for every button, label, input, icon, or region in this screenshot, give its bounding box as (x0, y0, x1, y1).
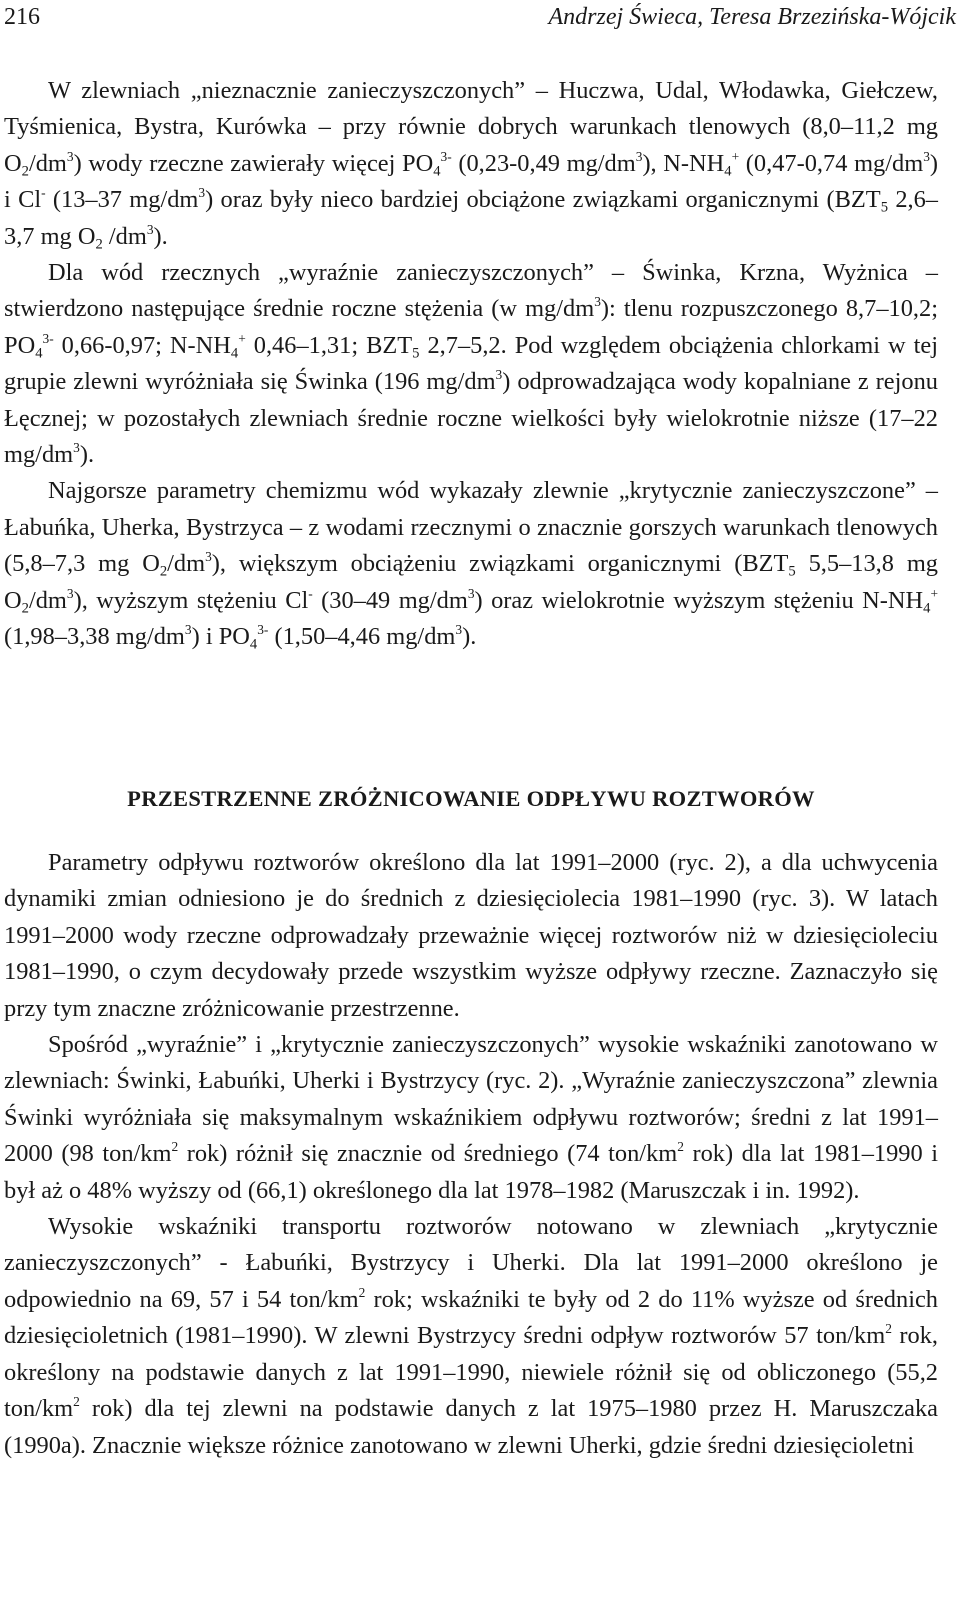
section-heading: PRZESTRZENNE ZRÓŻNICOWANIE ODPŁYWU ROZTWORÓW (127, 786, 815, 811)
paragraph: Wysokie wskaźniki transportu roztworów notowano w zlewniach „krytycznie zanieczyszczonych” - Łabuńki, Bystrzycy i Uherki. Dla lat 1991–2000 określono je odpowiednio na 69, 57 i 54 ton/$km^2$ rok; wskaźniki te były od 2 do 11% wyższe od średnich dziesięcioletnich (1981–1990). W zlewni Bystrzycy średni odpływ roztworów 57 ton/$km^2$ rok, określony na podstawie danych z lat 1991–1990, niewiele różnił się od obliczonego (55,2 ton/$km^2$ rok) dla tej zlewni na podstawie danych z lat 1975–1980 przez H. Maruszczaka (1990a). Znacznie większe różnice zanotowano w zlewni Uherki, gdzie średni dziesięcioletni (4, 1213, 939, 1459)
paragraph: Parametry odpływu roztworów określono dla lat 1991–2000 (ryc. 2), a dla uchwycenia dynamiki zmian odniesiono je do średnich z dziesięciolecia 1981–1990 (ryc. 3). W latach 1991–2000 wody rzeczne odprowadzały przeważnie więcej roztworów niż w dziesięcioleciu 1981–1990, o czym decydowały przede wszystkim wyższe odpływy rzeczne. Zaznaczyło się przy tym znaczne zróżnicowanie przestrzenne. (4, 849, 938, 1022)
paragraph: W zlewniach „nieznacznie zanieczyszczonych” – Huczwa, Udal, Włodawka, Giełczew, Tyśmienica, Bystra, Kurówka – przy równie dobrych warunkach tlenowych (8,0–11,2 mg $O_2/dm^3$) wody rzeczne zawierały więcej $PO_4^{3-}$ (0,23-0,49 $mg/dm^3$), $N-NH_4^+$ (0,47-0,74 $mg/dm^3$) i Cl- (13–37 $mg/dm^3$) oraz były nieco bardziej obciążone związkami organicznymi ($BZT_5$ 2,6–3,7 mg $O_2$ $/dm^3$). (4, 77, 939, 253)
text-block-outflow (4, 845, 938, 1464)
paragraph: Spośród „wyraźnie” i „krytycznie zanieczyszczonych” wysokie wskaźniki zanotowano w zlewniach: Świnki, Łabuńki, Uherki i Bystrzycy (ryc. 2). „Wyraźnie zanieczyszczona” zlewnia Świnki wyróżniała się maksymalnym wskaźnikiem odpływu roztworów; średni z lat 1991–2000 (98 ton/$km^2$ rok) różnił się znacznie od średniego (74 ton/$km^2$ rok) dla lat 1981–1990 i był aż o 48% wyższy od (66,1) określonego dla lat 1978–1982 (Maruszczak i in. 1992). (4, 1031, 938, 1204)
page-number: 216 (4, 4, 40, 30)
text-block-chemistry (4, 73, 938, 656)
paragraph: Dla wód rzecznych „wyraźnie zanieczyszczonych” – Świnka, Krzna, Wyżnica – stwierdzono następujące średnie roczne stężenia (w $mg/dm^3$): tlenu rozpuszczonego 8,7–10,2; $PO_4^{3-}$ 0,66-0,97; $N-NH_4^+$ 0,46–1,31; $BZT_5$ 2,7–5,2. Pod względem obciążenia chlorkami w tej grupie zlewni wyróżniała się Świnka (196 $mg/dm^3$) odprowadzająca wody kopalniane z rejonu Łęcznej; w pozostałych zlewniach średnie roczne wielkości były wielokrotnie niższe (17–22 $mg/dm^3$). (4, 259, 939, 469)
paragraph: Najgorsze parametry chemizmu wód wykazały zlewnie „krytycznie zanieczyszczone” – Łabuńka, Uherka, Bystrzyca – z wodami rzecznymi o znacznie gorszych warunkach tlenowych (5,8–7,3 mg $O_2/dm^3$), większym obciążeniu związkami organicznymi ($BZT_5$ 5,5–13,8 mg $O_2/dm^3$), wyższym stężeniu Cl- (30–49 $mg/dm^3$) oraz wielokrotnie wyższym stężeniu $N-NH_4^+$ (1,98–3,38 $mg/dm^3$) i $PO_4^{3-}$ (1,50–4,46 $mg/dm^3$). (4, 477, 938, 653)
running-head-authors: Andrzej Świeca, Teresa Brzezińska-Wójcik (548, 4, 956, 30)
page-header (4, 4, 956, 38)
